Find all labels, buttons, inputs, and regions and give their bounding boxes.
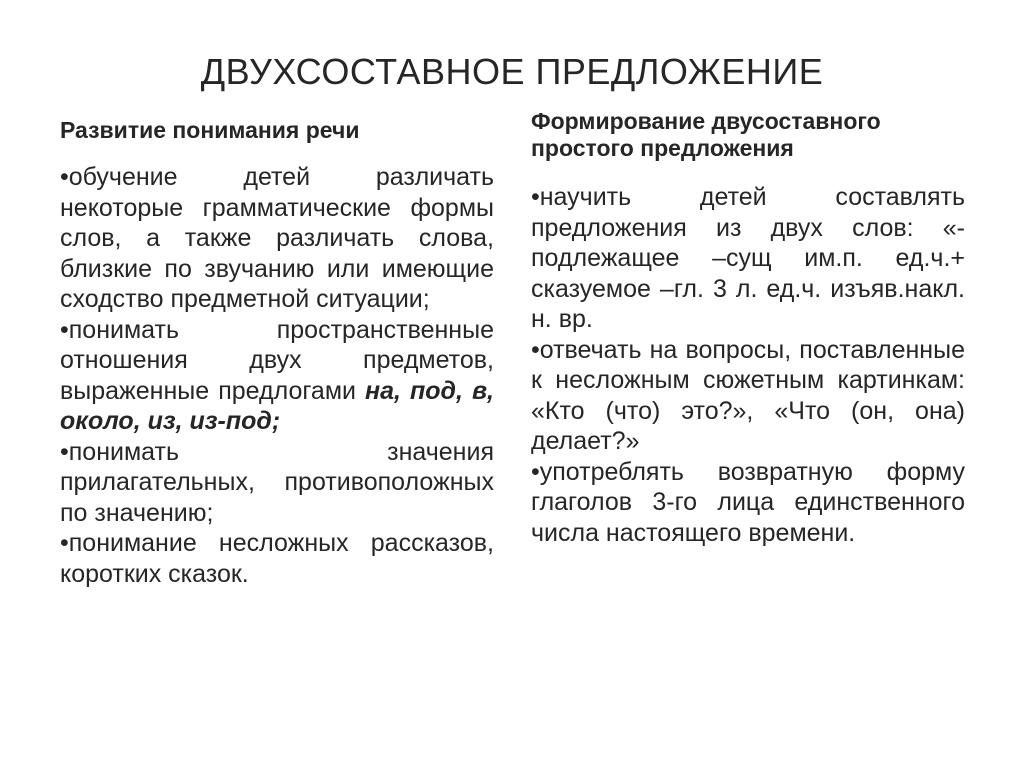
slide-title: ДВУХСОСТАВНОЕ ПРЕДЛОЖЕНИЕ [200,51,824,92]
list-item-text: •понимать пространственные отношения двух предметов, выраженные предлогами [60,315,494,405]
list-item [60,162,494,315]
right-column-heading: Формирование двусоставного простого предложения [531,108,881,161]
list-item-text: •понимать значения прилагательных, противоположных по значению; [60,437,494,527]
left-column [60,113,494,589]
left-column-list [60,162,494,589]
list-item [60,528,494,589]
list-item-text: •научить детей составлять предложения из двух слов: «-подлежащее –сущ им.п. ед.ч.+ сказуемое –гл. 3 л. ед.ч. изъяв.накл. н. вр. [531,183,965,333]
list-item-text: •отвечать на вопросы, поставленные к несложным сюжетным картинкам: «Кто (что) это?», «Что (он, она) делает?» [531,335,965,455]
list-item [531,335,965,457]
list-item [60,315,494,437]
list-item [60,437,494,529]
left-column-heading: Развитие понимания речи [60,117,360,143]
list-item-text: •понимание несложных рассказов, коротких сказок. [60,529,494,588]
prepositions-emphasis: на, под, в, около, из, из-под; [60,376,494,435]
list-item [531,457,965,549]
list-item-text: •употреблять возвратную форму глаголов 3-го лица единственного числа настоящего времени. [531,457,965,547]
right-column [531,108,965,548]
right-column-list [531,182,965,548]
list-item-text: •обучение детей различать некоторые грамматические формы слов, а также различать слова, близкие по звучанию или имеющие сходство предметной ситуации; [60,163,494,313]
list-item [531,182,965,335]
